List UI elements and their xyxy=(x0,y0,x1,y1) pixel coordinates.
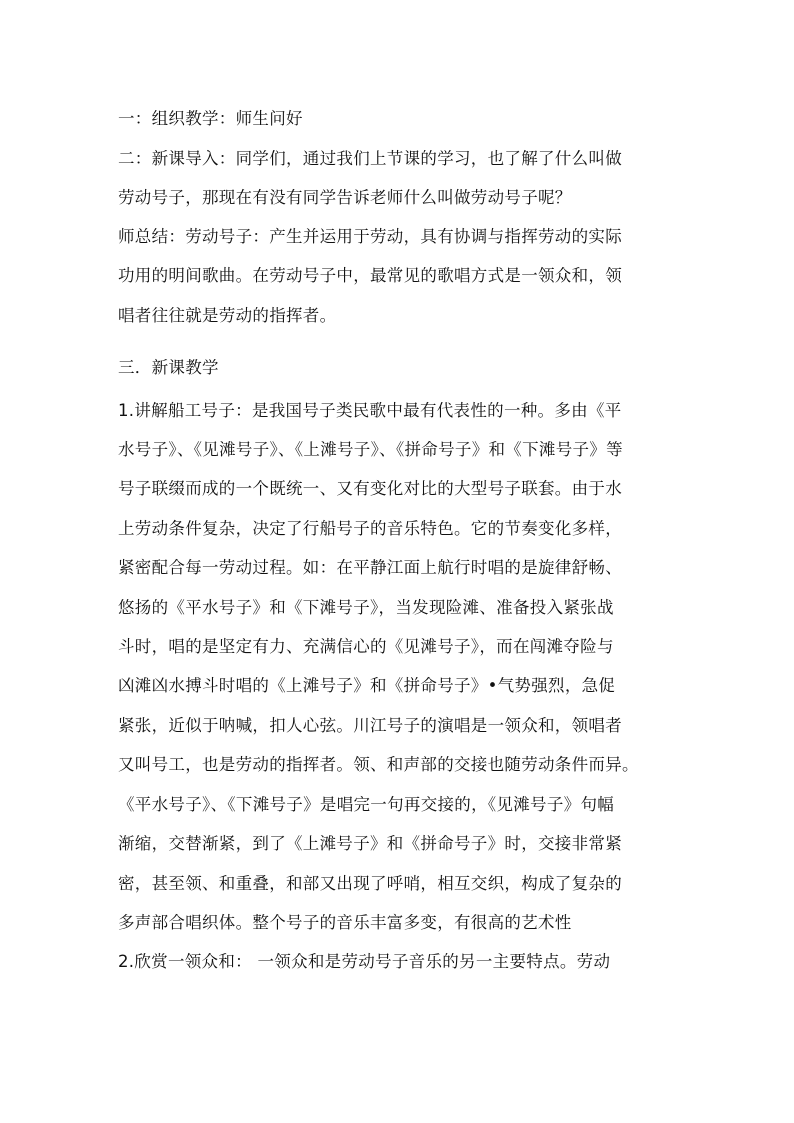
text-line: 水号子》、《见滩号子》、《上滩号子》、《拼命号子》和《下滩号子》等 xyxy=(118,440,623,459)
text-line: 劳动号子，那现在有没有同学告诉老师什么叫做劳动号子呢？ xyxy=(118,188,572,207)
text-line: 一：组织教学：师生问好 xyxy=(118,109,303,128)
text-line: 悠扬的《平水号子》和《下滩号子》，当发现险滩、准备投入紧张战 xyxy=(118,598,614,617)
text-line: 上劳动条件复杂，决定了行船号子的音乐特色。它的节奏变化多样， xyxy=(118,519,622,538)
text-line: 2.欣赏一领众和： 一领众和是劳动号子音乐的另一主要特点。劳动 xyxy=(118,952,611,971)
text-line: 1.讲解船工号子：是我国号子类民歌中最有代表性的一种。多由《平 xyxy=(118,401,622,420)
text-line: 师总结：劳动号子：产生并运用于劳动，具有协调与指挥劳动的实际 xyxy=(118,227,622,246)
text-line: 密，甚至领、和重叠，和部又出现了呼哨，相互交织，构成了复杂的 xyxy=(118,874,622,893)
section-heading: 三．新课教学 xyxy=(118,358,219,377)
text-line: 唱者往往就是劳动的指挥者。 xyxy=(118,306,337,325)
text-line: 二：新课导入：同学们，通过我们上节课的学习，也了解了什么叫做 xyxy=(118,149,622,168)
text-line: 功用的明间歌曲。在劳动号子中，最常见的歌唱方式是一领众和，领 xyxy=(118,266,622,285)
text-line: 又叫号工，也是劳动的指挥者。领、和声部的交接也随劳动条件而异。 xyxy=(118,755,639,774)
text-line: 渐缩，交替渐紧，到了《上滩号子》和《拼命号子》时，交接非常紧 xyxy=(118,834,622,853)
text-line: 斗时，唱的是坚定有力、充满信心的《见滩号子》，而在闯滩夺险与 xyxy=(118,637,614,656)
text-line: 凶滩凶水搏斗时唱的《上滩号子》和《拼命号子》•气势强烈，急促 xyxy=(118,676,616,695)
text-line: 紧密配合每一劳动过程。如：在平静江面上航行时唱的是旋律舒畅、 xyxy=(118,558,622,577)
text-line: 号子联缀而成的一个既统一、又有变化对比的大型号子联套。由于水 xyxy=(118,479,622,498)
text-line: 《平水号子》、《下滩号子》是唱完一句再交接的，《见滩号子》句幅 xyxy=(118,795,615,814)
text-line: 多声部合唱织体。整个号子的音乐丰富多变，有很高的艺术性 xyxy=(118,913,572,932)
text-line: 紧张，近似于呐喊，扣人心弦。川江号子的演唱是一领众和，领唱者 xyxy=(118,716,622,735)
